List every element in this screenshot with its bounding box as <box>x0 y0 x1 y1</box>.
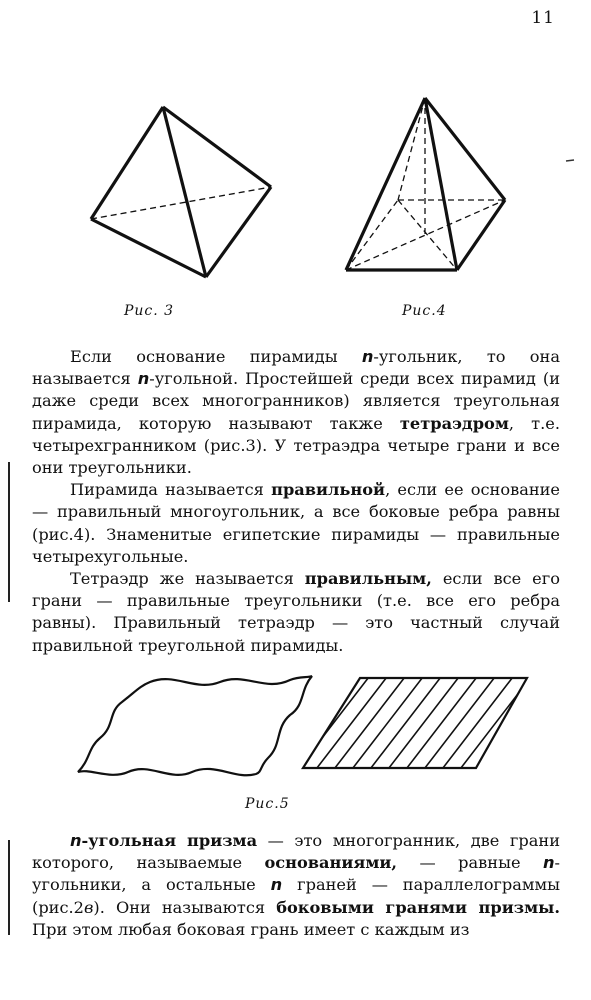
margin-rule <box>8 840 10 935</box>
page-number: 11 <box>531 8 555 28</box>
paragraph-4: n-угольная призма — это многогранник, две грани которого, называемые основаниями, — равные n-угольники, а остальные n граней — параллелограммы (рис.2в). Они называются боковыми гранями призмы. При этом любая боковая грань имеет с каждым из <box>32 831 560 939</box>
paragraph-1: Если основание пирамиды n-угольник, то она называется n-угольной. Простейшей среди всех пирамид (и даже среди всех многогранников) является треугольная пирамида, которую называют также тетраэдром, т.е. четырехгранником (рис.3). У тетраэдра четыре грани и все они треугольники. <box>32 347 560 478</box>
parallelogram-outline <box>303 678 527 768</box>
figure-4-caption: Рис.4 <box>402 303 447 319</box>
figure-5-caption: Рис.5 <box>245 796 290 812</box>
paragraph-2: Пирамида называется правильной, если ее основание — правильный многоугольник, а все боковые ребра равны (рис.4). Знаменитые египетские пирамиды — правильные четырехугольные. <box>32 480 561 566</box>
figure-3-caption: Рис. 3 <box>124 303 175 319</box>
text-block-lower <box>32 830 560 941</box>
paragraph-3: Тетраэдр же называется правильным, если все его грани — правильные треугольники (т.е. все его ребра равны). Правильный тетраэдр — это частный случай правильной треугольной пирамиды. <box>32 569 560 655</box>
